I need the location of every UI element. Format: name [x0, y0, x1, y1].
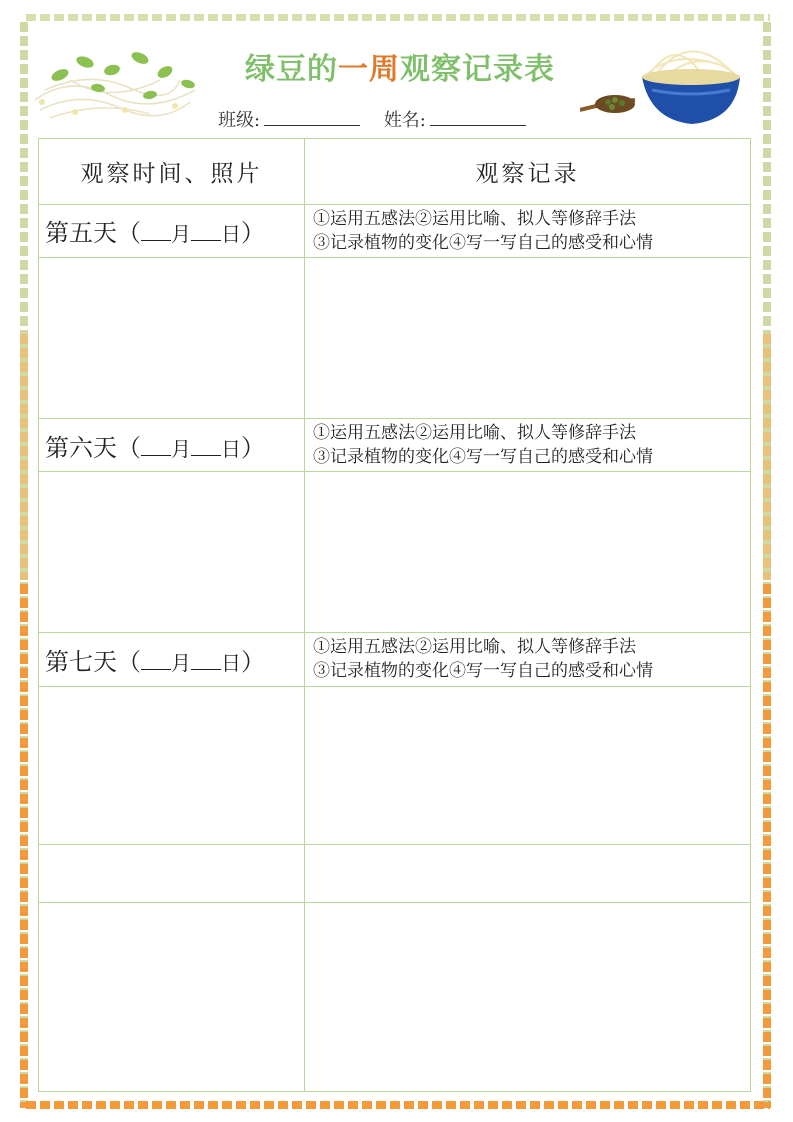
date-blank[interactable] — [191, 439, 221, 456]
entry-row — [39, 258, 751, 419]
sprout-bowl-illustration — [580, 32, 750, 132]
month-blank[interactable] — [141, 224, 171, 241]
guide-line-1: ①运用五感法②运用比喻、拟人等修辞手法 — [313, 423, 636, 444]
guide-line-2: ③记录植物的变化④写一写自己的感受和心情 — [313, 232, 653, 253]
day-label-cell — [39, 204, 305, 258]
frame-top-border — [22, 14, 770, 21]
day-row — [39, 633, 751, 687]
photo-area[interactable] — [39, 845, 305, 903]
day-label-cell — [39, 633, 305, 687]
name-label: 姓名: — [383, 110, 426, 131]
day-label: 第五天（ — [45, 219, 141, 248]
guide-cell — [305, 204, 751, 258]
frame-left-border-bottom — [20, 580, 28, 1108]
title-part2: 一周 — [338, 52, 400, 87]
page-title — [210, 44, 590, 88]
table-header-row — [39, 139, 751, 205]
close-paren: ） — [241, 433, 265, 462]
record-area[interactable] — [305, 686, 751, 845]
record-area[interactable] — [305, 258, 751, 419]
header-time-photo: 观察时间、照片 — [39, 139, 305, 205]
close-paren: ） — [241, 647, 265, 676]
day-label-cell — [39, 418, 305, 472]
entry-row — [39, 472, 751, 633]
photo-area[interactable] — [39, 686, 305, 845]
student-info-line — [218, 106, 544, 132]
title-part1: 绿豆的 — [245, 52, 338, 87]
day-label: 第七天（ — [45, 647, 141, 676]
name-blank[interactable] — [430, 111, 526, 126]
guide-line-2: ③记录植物的变化④写一写自己的感受和心情 — [313, 661, 653, 682]
guide-cell — [305, 418, 751, 472]
month-blank[interactable] — [141, 439, 171, 456]
date-blank[interactable] — [191, 224, 221, 241]
class-label: 班级: — [218, 110, 261, 131]
header-record: 观察记录 — [305, 139, 751, 205]
date-label: 日 — [221, 222, 241, 247]
day-label: 第六天（ — [45, 433, 141, 462]
guide-cell — [305, 633, 751, 687]
frame-left-border-mid — [20, 330, 28, 580]
entry-row — [39, 845, 751, 903]
date-blank[interactable] — [191, 653, 221, 670]
month-blank[interactable] — [141, 653, 171, 670]
guide-line-2: ③记录植物的变化④写一写自己的感受和心情 — [313, 447, 653, 468]
bean-sprouts-illustration — [30, 40, 200, 125]
class-blank[interactable] — [264, 111, 360, 126]
photo-area[interactable] — [39, 902, 305, 1091]
guide-line-1: ①运用五感法②运用比喻、拟人等修辞手法 — [313, 637, 636, 658]
date-label: 日 — [221, 436, 241, 461]
mung-bean-spoon-illustration — [580, 95, 635, 113]
close-paren: ） — [241, 219, 265, 248]
day-row — [39, 418, 751, 472]
frame-right-border-bottom — [763, 580, 771, 1108]
record-area[interactable] — [305, 845, 751, 903]
entry-row — [39, 686, 751, 845]
guide-line-1: ①运用五感法②运用比喻、拟人等修辞手法 — [313, 208, 636, 229]
photo-area[interactable] — [39, 472, 305, 633]
frame-right-border-mid — [763, 330, 771, 580]
month-label: 月 — [171, 436, 191, 461]
frame-bottom-border — [22, 1101, 770, 1109]
photo-area[interactable] — [39, 258, 305, 419]
date-label: 日 — [221, 650, 241, 675]
day-row — [39, 204, 751, 258]
entry-row — [39, 902, 751, 1091]
observation-table — [38, 138, 751, 1092]
record-area[interactable] — [305, 902, 751, 1091]
month-label: 月 — [171, 222, 191, 247]
record-area[interactable] — [305, 472, 751, 633]
title-part3: 观察记录表 — [400, 52, 555, 87]
month-label: 月 — [171, 650, 191, 675]
